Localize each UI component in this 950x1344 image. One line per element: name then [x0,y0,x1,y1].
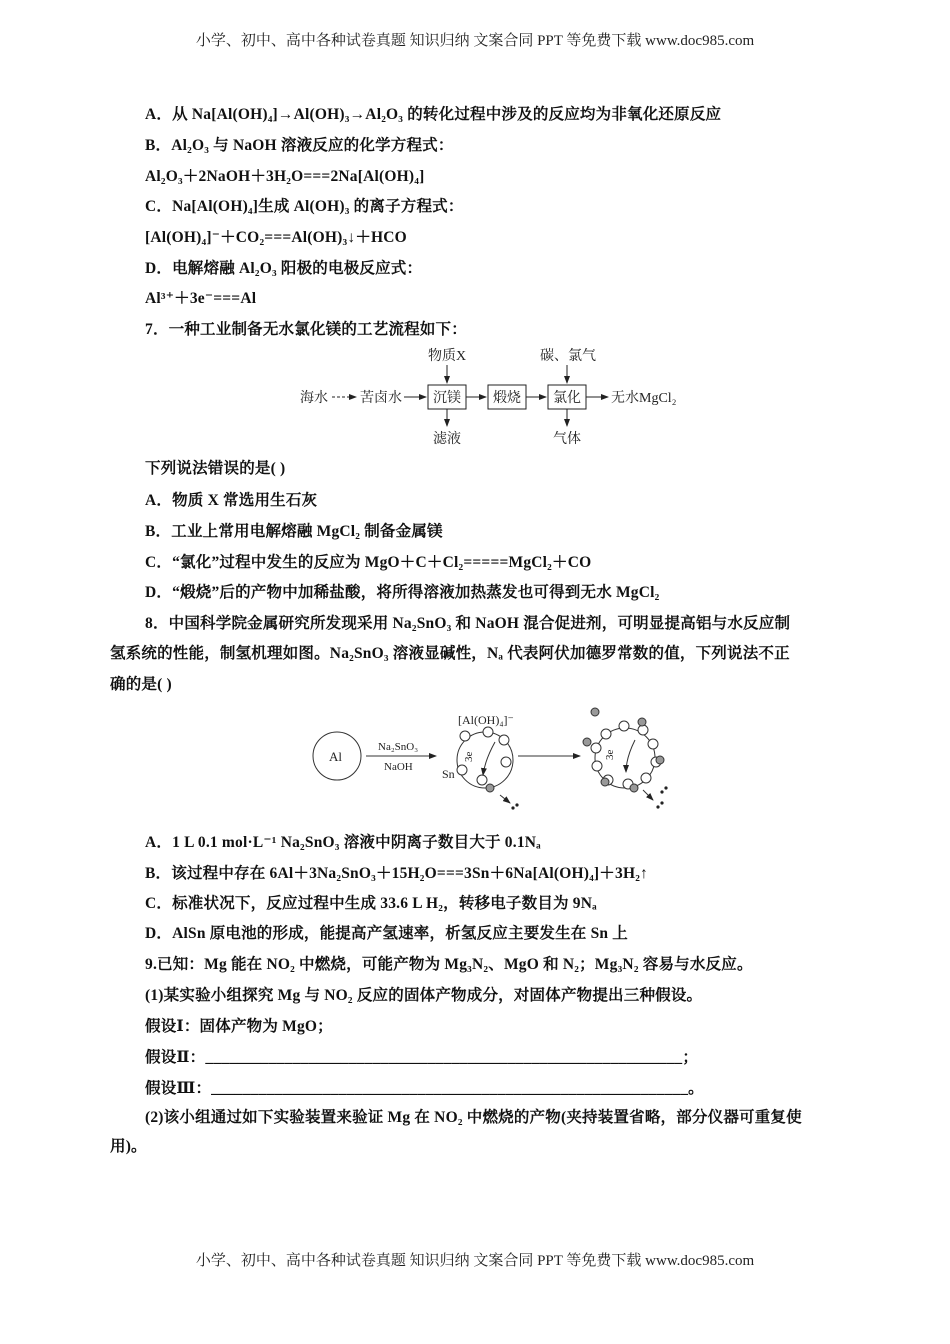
q6-option-b-equation: Al₂O₃＋2NaOH＋3H₂O===2Na[Al(OH)₄] [145,168,425,185]
flow-input1: 物质X [428,349,467,364]
q6-option-d-equation: Al³⁺＋3e⁻===Al [145,290,257,307]
q6-option-d: D．电解熔融 Al₂O₃ 阳极的电极反应式： [145,260,423,277]
q8-stem-line2: 氢系统的性能，制氢机理如图。Na₂SnO₃ 溶液显碱性，Nₐ 代表阿伏加德罗常数的值，下列说法不正 [110,645,790,662]
sn-atoms-2 [591,721,661,789]
q7-option-d: D．“煅烧”后的产物中加稀盐酸，将所得溶液加热蒸发也可得到无水 MgCl₂ [145,584,660,601]
q9-part1: (1)某实验小组探究 Mg 与 NO₂ 反应的固体产物成分，对固体产物提出三种假设。 [145,987,703,1004]
q6-option-a: A．从 Na[Al(OH)₄]→Al(OH)₃→Al₂O₃ 的转化过程中涉及的反应均为非氧化还原反应 [145,106,722,123]
reagent-bottom: NaOH [384,761,413,773]
hydrogen-molecule [511,803,518,809]
electron-label-2: 3e [604,749,616,760]
flow-step2: 煅烧 [493,391,521,406]
flow-step1: 沉镁 [433,391,461,406]
q8-option-d: D．AlSn 原电池的形成，能提高产氢速率，析氢反应主要发生在 Sn 上 [145,925,629,942]
flow-seawater: 海水 [300,391,328,406]
flow-brine: 苦卤水 [360,391,402,406]
q9-hypothesis-3-blank[interactable]: 假设Ⅲ：____________________________________________________________。 [145,1080,704,1097]
process-flow-diagram [290,340,690,450]
q7-stem: 7．一种工业制备无水氯化镁的工艺流程如下： [145,321,467,338]
page-header: 小学、初中、高中各种试卷真题 知识归纳 文案合同 PPT 等免费下载 www.doc985.com [195,33,755,49]
page-footer: 小学、初中、高中各种试卷真题 知识归纳 文案合同 PPT 等免费下载 www.doc985.com [195,1253,755,1269]
q9-part2-line2: 用)。 [110,1138,147,1155]
q9-hypothesis-2-blank[interactable]: 假设Ⅱ：____________________________________________________________； [145,1049,699,1066]
q9-stem: 9.已知：Mg 能在 NO₂ 中燃烧，可能产物为 Mg₃N₂、MgO 和 N₂；Mg₃N₂ 容易与水反应。 [145,956,753,973]
flow-input3: 碳、氯气 [540,349,596,364]
water-molecule [486,784,494,792]
flow-product: 无水MgCl₂ [611,391,677,406]
sn-label: Sn [442,767,455,781]
q7-question: 下列说法错误的是( ) [145,460,286,477]
q6-option-b: B．Al₂O₃ 与 NaOH 溶液反应的化学方程式： [145,137,454,154]
al-label: Al [329,749,342,764]
flow-output1: 滤液 [433,432,461,447]
q8-stem-line3: 确的是( ) [110,676,172,693]
arrow [500,795,510,803]
q9-hypothesis-1: 假设Ⅰ：固体产物为 MgO； [145,1018,333,1035]
hydrogen-mechanism-diagram [300,700,690,820]
reagent-top: Na₂SnO₃ [378,741,419,753]
q6-option-c-equation: [Al(OH)₄]⁻＋CO₂===Al(OH)₃↓＋HCO [145,229,407,246]
complex-label: [Al(OH)₄]⁻ [458,713,514,727]
electron-label: 3e [463,751,475,762]
q8-stem-line1: 8．中国科学院金属研究所发现采用 Na₂SnO₃ 和 NaOH 混合促进剂，可明显提高铝与水反应制 [145,615,791,632]
q7-option-c: C．“氯化”过程中发生的反应为 MgO＋C＋Cl₂=====MgCl₂＋CO [145,554,592,571]
q8-option-b: B．该过程中存在 6Al＋3Na₂SnO₃＋15H₂O===3Sn＋6Na[Al(OH)₄]＋3H₂↑ [145,865,648,882]
q7-option-b: B．工业上常用电解熔融 MgCl₂ 制备金属镁 [145,523,443,540]
q7-option-a: A．物质 X 常选用生石灰 [145,492,318,509]
q6-option-c: C．Na[Al(OH)₄]生成 Al(OH)₃ 的离子方程式： [145,198,464,215]
arrow [643,790,653,800]
electron-arrow [483,742,495,775]
hydrogen-molecules-2 [656,786,667,808]
flow-step3: 氯化 [553,391,581,406]
q8-option-c: C．标准状况下，反应过程中生成 33.6 L H₂，转移电子数目为 9Nₐ [145,895,597,912]
q8-option-a: A．1 L 0.1 mol·L⁻¹ Na₂SnO₃ 溶液中阴离子数目大于 0.1Nₐ [145,834,541,851]
flow-output3: 气体 [553,432,581,447]
q9-part2-line1: (2)该小组通过如下实验装置来验证 Mg 在 NO₂ 中燃烧的产物(夹持装置省略，部分仪器可重复使 [145,1109,802,1126]
electron-arrow-2 [626,740,635,772]
